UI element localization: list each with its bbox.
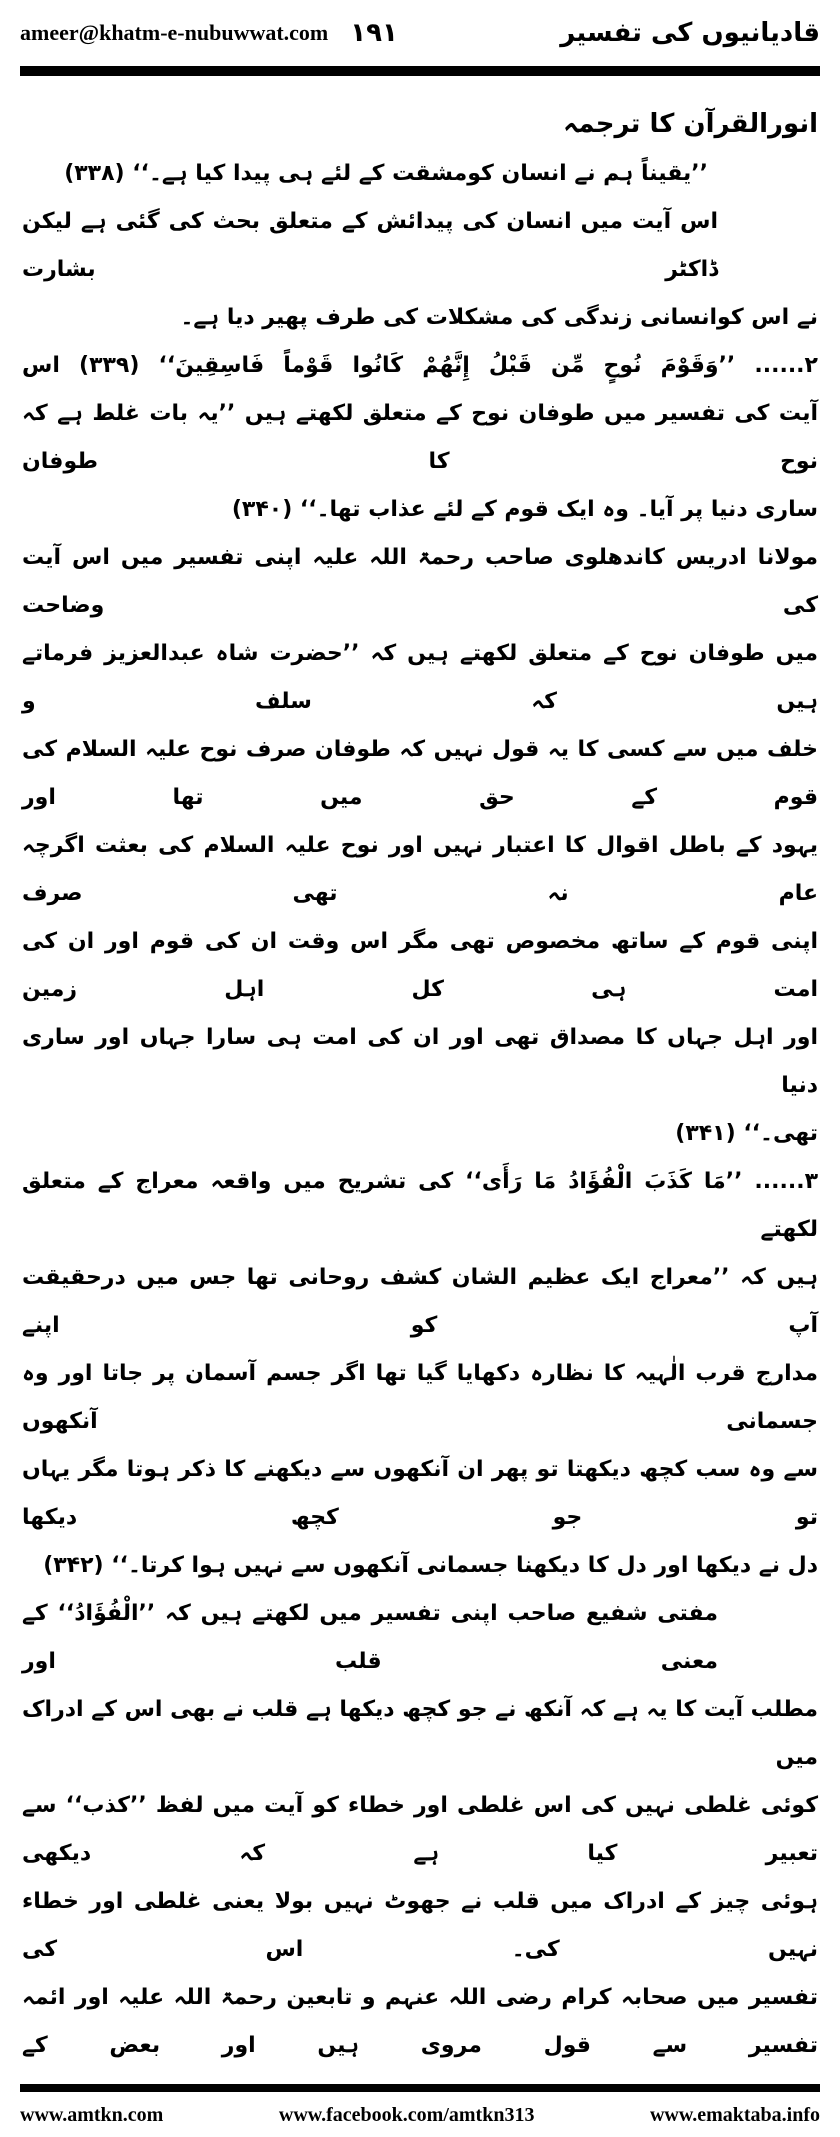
text-line: تفسیر میں صحابہ کرام رضی اللہ عنہم و تابعین رحمۃ اللہ علیہ اور ائمہ تفسیر سے قول مروی ہیں اور بعض کے (22, 1985, 818, 2058)
text-line: تھی۔‘‘ (۳۴۱) (675, 1121, 818, 1146)
text-line: مفتی شفیع صاحب اپنی تفسیر میں لکھتے ہیں کہ ’’الْفُؤَادُ‘‘ کے معنی قلب اور (22, 1601, 718, 1674)
text-line: اس آیت میں انسان کی پیدائش کے متعلق بحث کی گئی ہے لیکن ڈاکٹر بشارت (22, 209, 718, 282)
section-heading: انورالقرآن کا ترجمہ (563, 109, 818, 139)
text-line: مطلب آیت کا یہ ہے کہ آنکھ نے جو کچھ دیکھا ہے قلب نے بھی اس کے ادراک میں (22, 1697, 818, 1770)
text-line: نے اس کوانسانی زندگی کی مشکلات کی طرف پھیر دیا ہے۔ (180, 305, 818, 330)
footer-divider (20, 2084, 820, 2092)
page-header (20, 0, 820, 66)
footer-link-facebook[interactable]: www.facebook.com/amtkn313 (278, 2104, 535, 2126)
text-line: خلف میں سے کسی کا یہ قول نہیں کہ طوفان صرف نوح علیہ السلام کی قوم کے حق میں تھا اور (22, 737, 818, 810)
footer-link-amtkn[interactable]: www.amtkn.com (20, 2104, 164, 2126)
book-title: قادیانیوں کی تفسیر (560, 18, 820, 48)
text-line: یہود کے باطل اقوال کا اعتبار نہیں اور نوح علیہ السلام کی بعثت اگرچہ عام نہ تھی صرف (22, 833, 818, 906)
text-line: مدارج قرب الٰہیہ کا نظارہ دکھایا گیا تھا اگر جسم آسمان پر جاتا اور وہ جسمانی آنکھوں (22, 1361, 818, 1434)
text-line: ساری دنیا پر آیا۔ وہ ایک قوم کے لئے عذاب تھا۔‘‘ (۳۴۰) (231, 497, 818, 522)
text-line: ۲...... ’’وَقَوْمَ نُوحٍ مِّن قَبْلُ إِنَّهُمْ كَانُوا قَوْماً فَاسِقِينَ‘‘ (۳۳۹) اس (22, 353, 818, 378)
page-number: ۱۹۱ (350, 18, 398, 48)
text-line: سے وہ سب کچھ دیکھتا تو پھر ان آنکھوں سے دیکھنے کا ذکر ہوتا مگر یہاں تو جو کچھ دیکھا (22, 1457, 818, 1530)
text-line: دل نے دیکھا اور دل کا دیکھنا جسمانی آنکھوں سے نہیں ہوا کرتا۔‘‘ (۳۴۲) (43, 1553, 818, 1578)
page-footer (20, 2092, 820, 2137)
page-body (20, 98, 820, 2070)
text-line: ہوئی چیز کے ادراک میں قلب نے جھوٹ نہیں بولا یعنی غلطی اور خطاء نہیں کی۔ اس کی (22, 1889, 818, 1962)
text-line: میں طوفان نوح کے متعلق لکھتے ہیں کہ ’’حضرت شاہ عبدالعزیز فرماتے ہیں کہ سلف و (22, 641, 818, 714)
footer-link-emaktaba[interactable]: www.emaktaba.info (649, 2104, 820, 2126)
text-line: آیت کی تفسیر میں طوفان نوح کے متعلق لکھتے ہیں ’’یہ بات غلط ہے کہ نوح کا طوفان (22, 401, 818, 474)
text-line: ’’یقیناً ہم نے انسان کومشقت کے لئے ہی پیدا کیا ہے۔‘‘ (۳۳۸) (64, 161, 708, 186)
header-divider (20, 66, 820, 76)
text-line: کوئی غلطی نہیں کی اس غلطی اور خطاء کو آیت میں لفظ ’’کذب‘‘ سے تعبیر کیا ہے کہ دیکھی (22, 1793, 818, 1866)
text-line: اپنی قوم کے ساتھ مخصوص تھی مگر اس وقت ان کی قوم اور ان کی امت ہی کل اہل زمین (22, 929, 818, 1002)
text-line: اور اہل جہاں کا مصداق تھی اور ان کی امت ہی سارا جہاں اور ساری دنیا (22, 1025, 818, 1098)
text-line: ۳...... ’’مَا كَذَبَ الْفُؤَادُ مَا رَأَى‘‘ کی تشریح میں واقعہ معراج کے متعلق لکھتے (22, 1169, 818, 1242)
text-line: ہیں کہ ’’معراج ایک عظیم الشان کشف روحانی تھا جس میں درحقیقت آپ کو اپنے (22, 1265, 818, 1338)
header-email[interactable]: ameer@khatm-e-nubuwwat.com (20, 20, 329, 45)
text-line: مولانا ادریس کاندھلوی صاحب رحمۃ اللہ علیہ اپنی تفسیر میں اس آیت کی وضاحت (22, 545, 818, 618)
